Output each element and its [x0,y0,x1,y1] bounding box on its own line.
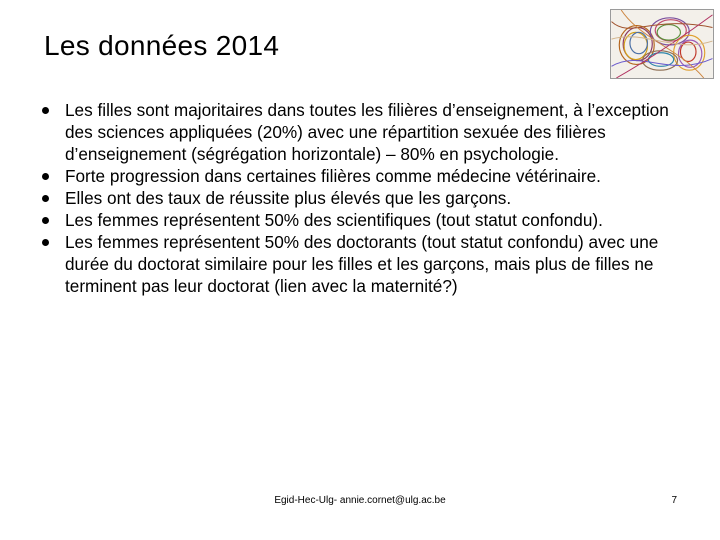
bullet-item [40,231,685,297]
bullet-list [40,99,685,297]
page-number: 7 [671,495,677,506]
bullet-dot-icon [42,195,49,202]
bullet-item [40,187,685,209]
slide-title: Les données 2014 [44,30,280,61]
colored-threads-image [610,9,714,79]
footer-text: Egid-Hec-Ulg- annie.cornet@ulg.ac.be [274,495,446,506]
bullet-item [40,165,685,187]
bullet-text: Forte progression dans certaines filières comme médecine vétérinaire. [65,166,601,186]
bullet-item [40,99,685,165]
bullet-dot-icon [42,239,49,246]
colored-threads-drawing [611,10,713,78]
bullet-text: Les femmes représentent 50% des scientifiques (tout statut confondu). [65,210,603,230]
bullet-text: Les femmes représentent 50% des doctorants (tout statut confondu) avec une durée du doctorat similaire pour les filles et les garçons, mais plus de filles ne terminent pas leur doctorat (lien avec la maternité?) [65,232,659,296]
bullet-text: Les filles sont majoritaires dans toutes les filières d’enseignement, à l’exception des sciences appliquées (20%) avec une répartition sexuée des filières d’enseignement (ségrégation horizontale) – 80% en psychologie. [65,100,669,164]
bullet-dot-icon [42,173,49,180]
bullet-text: Elles ont des taux de réussite plus élevés que les garçons. [65,188,512,208]
bullet-dot-icon [42,217,49,224]
bullet-item [40,209,685,231]
bullet-dot-icon [42,107,49,114]
